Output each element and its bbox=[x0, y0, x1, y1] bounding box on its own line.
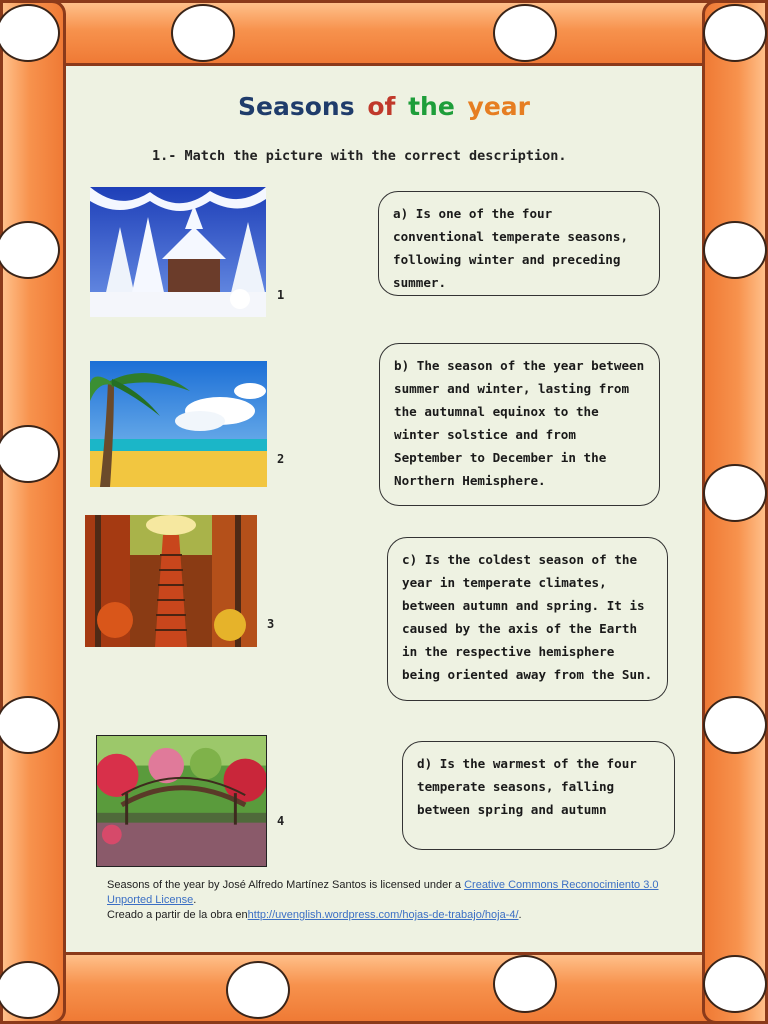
picture-number: 2 bbox=[277, 452, 285, 466]
license-link[interactable]: Creative Commons Reconocimiento 3.0 Unported License bbox=[107, 879, 659, 906]
source-link[interactable]: http://uvenglish.wordpress.com/hojas-de-trabajo/hoja-4/ bbox=[247, 909, 519, 921]
description-box-c: c) Is the coldest season of the year in temperate climates, between autumn and spring. It is caused by the axis of the Earth in the respective hemisphere being oriented away from the Sun. bbox=[387, 537, 668, 701]
frame-circle bbox=[703, 4, 767, 62]
frame-bottom-bar bbox=[0, 952, 768, 1024]
license-prefix: Seasons of the year by José Alfredo Martínez Santos is licensed under a bbox=[107, 879, 465, 891]
picture-number: 4 bbox=[277, 814, 285, 828]
frame-circle bbox=[493, 4, 557, 62]
picture-number: 1 bbox=[277, 288, 285, 302]
summer-beach-palm-image bbox=[90, 361, 267, 487]
frame-circle bbox=[703, 696, 767, 754]
frame-circle bbox=[703, 221, 767, 279]
winter-snowy-church-image bbox=[90, 187, 266, 317]
page-title bbox=[66, 92, 702, 121]
title-word: of bbox=[367, 92, 396, 121]
autumn-forest-stairs-image bbox=[85, 515, 257, 647]
picture-number: 3 bbox=[267, 617, 275, 631]
frame-circle bbox=[703, 464, 767, 522]
source-prefix: Creado a partir de la obra en bbox=[107, 909, 248, 921]
description-box-d: d) Is the warmest of the four temperate seasons, falling between spring and autumn bbox=[402, 741, 675, 850]
license-suffix: . bbox=[193, 894, 197, 906]
frame-left-bar bbox=[0, 0, 66, 1024]
instruction-text: 1.- Match the picture with the correct description. bbox=[152, 148, 567, 164]
frame-circle bbox=[493, 955, 557, 1013]
frame-circle bbox=[703, 955, 767, 1013]
frame-circle bbox=[171, 4, 235, 62]
title-word: Seasons bbox=[238, 92, 355, 121]
source-suffix: . bbox=[518, 909, 522, 921]
description-box-a: a) Is one of the four conventional temperate seasons, following winter and preceding summer. bbox=[378, 191, 660, 296]
frame-circle bbox=[226, 961, 290, 1019]
frame-top-bar bbox=[0, 0, 768, 66]
spring-garden-bridge-image bbox=[96, 735, 267, 867]
title-word: the bbox=[408, 92, 455, 121]
description-box-b: b) The season of the year between summer and winter, lasting from the autumnal equinox to the winter solstice and from September to December in the Northern Hemisphere. bbox=[379, 343, 660, 506]
title-word: year bbox=[467, 92, 530, 121]
license-text bbox=[107, 878, 677, 923]
